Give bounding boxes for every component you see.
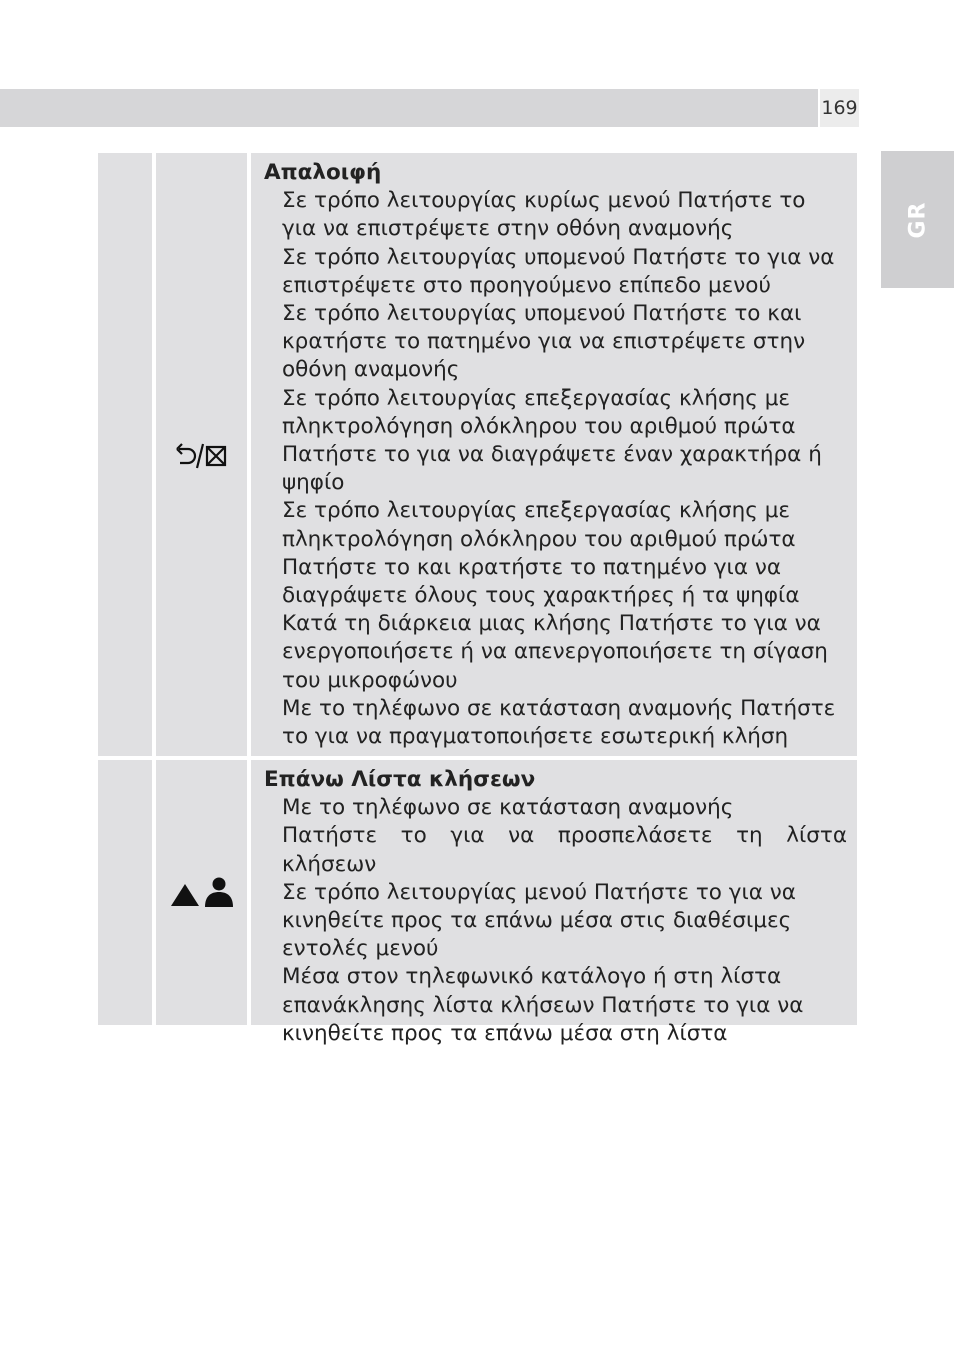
header-bar bbox=[0, 89, 818, 127]
text-line: Σε τρόπο λειτουργίας κυρίως μενού Πατήστε το bbox=[282, 188, 806, 214]
text-line: κρατήστε το πατημένο για να επιστρέψετε στην bbox=[282, 329, 806, 355]
text-line: Με το τηλέφωνο σε κατάσταση αναμονής Πατήστε bbox=[282, 695, 836, 721]
row-text-cell bbox=[251, 153, 857, 756]
text-line: κινηθείτε προς τα επάνω μέσα στις διαθέσιμες bbox=[282, 908, 792, 934]
up-call-list-icon bbox=[156, 874, 247, 910]
row-content bbox=[264, 766, 847, 1048]
row-icon-cell bbox=[156, 153, 247, 756]
text-line: Σε τρόπο λειτουργίας μενού Πατήστε το για να bbox=[282, 879, 796, 905]
row-content bbox=[264, 159, 847, 751]
text-line: Μέσα στον τηλεφωνικό κατάλογο ή στη λίστα bbox=[282, 964, 782, 990]
text-line: ψηφίο bbox=[282, 470, 345, 496]
row-heading: Επάνω Λίστα κλήσεων bbox=[264, 767, 536, 792]
text-line: Σε τρόπο λειτουργίας επεξεργασίας κλήσης με bbox=[282, 498, 791, 524]
text-line: εντολές μενού bbox=[282, 936, 439, 962]
text-line: Σε τρόπο λειτουργίας επεξεργασίας κλήσης με bbox=[282, 385, 791, 411]
text-line: διαγράψετε όλους τους χαρακτήρες ή τα ψηφία bbox=[282, 583, 800, 609]
text-line: επανάκλησης λίστα κλήσεων Πατήστε το για να bbox=[282, 992, 804, 1018]
text-line: του μικροφώνου bbox=[282, 667, 458, 693]
text-line: Σε τρόπο λειτουργίας υπομενού Πατήστε το και bbox=[282, 301, 802, 327]
row-blank-cell bbox=[98, 760, 152, 1025]
language-tab-label: GR bbox=[905, 201, 930, 238]
text-line: οθόνη αναμονής bbox=[282, 357, 460, 383]
text-line: Με το τηλέφωνο σε κατάσταση αναμονής bbox=[282, 795, 734, 821]
text-line: κινηθείτε προς τα επάνω μέσα στη λίστα bbox=[282, 1020, 728, 1046]
text-line: Πατήστε το και κρατήστε το πατημένο για να bbox=[282, 554, 782, 580]
text-line: Πατήστε το για να προσπελάσετε τη λίστα κλήσεων bbox=[282, 823, 847, 877]
table-row bbox=[98, 760, 857, 1046]
text-line: για να επιστρέψετε στην οθόνη αναμονής bbox=[282, 216, 734, 242]
back-clear-icon bbox=[156, 438, 247, 474]
text-line: πληκτρολόγηση ολόκληρου του αριθμού πρώτα bbox=[282, 413, 796, 439]
row-icon-cell bbox=[156, 760, 247, 1025]
text-line: Κατά τη διάρκεια μιας κλήσης Πατήστε το για να bbox=[282, 611, 821, 637]
text-line: πληκτρολόγηση ολόκληρου του αριθμού πρώτα bbox=[282, 526, 796, 552]
language-tab bbox=[881, 151, 954, 288]
text-line: το για να πραγματοποιήσετε εσωτερική κλήση bbox=[282, 724, 789, 750]
text-line: Πατήστε το για να διαγράψετε έναν χαρακτήρα ή bbox=[282, 442, 822, 468]
row-heading: Απαλοιφή bbox=[264, 160, 382, 185]
text-line: Σε τρόπο λειτουργίας υπομενού Πατήστε το για να bbox=[282, 244, 835, 270]
row-text-cell bbox=[251, 760, 857, 1046]
table-row bbox=[98, 153, 857, 756]
text-line: επιστρέψετε στο προηγούμενο επίπεδο μενού bbox=[282, 272, 771, 298]
page-number: 169 bbox=[820, 89, 859, 127]
text-line: ενεργοποιήσετε ή να απενεργοποιήσετε τη σίγαση bbox=[282, 639, 828, 665]
row-blank-cell bbox=[98, 153, 152, 756]
